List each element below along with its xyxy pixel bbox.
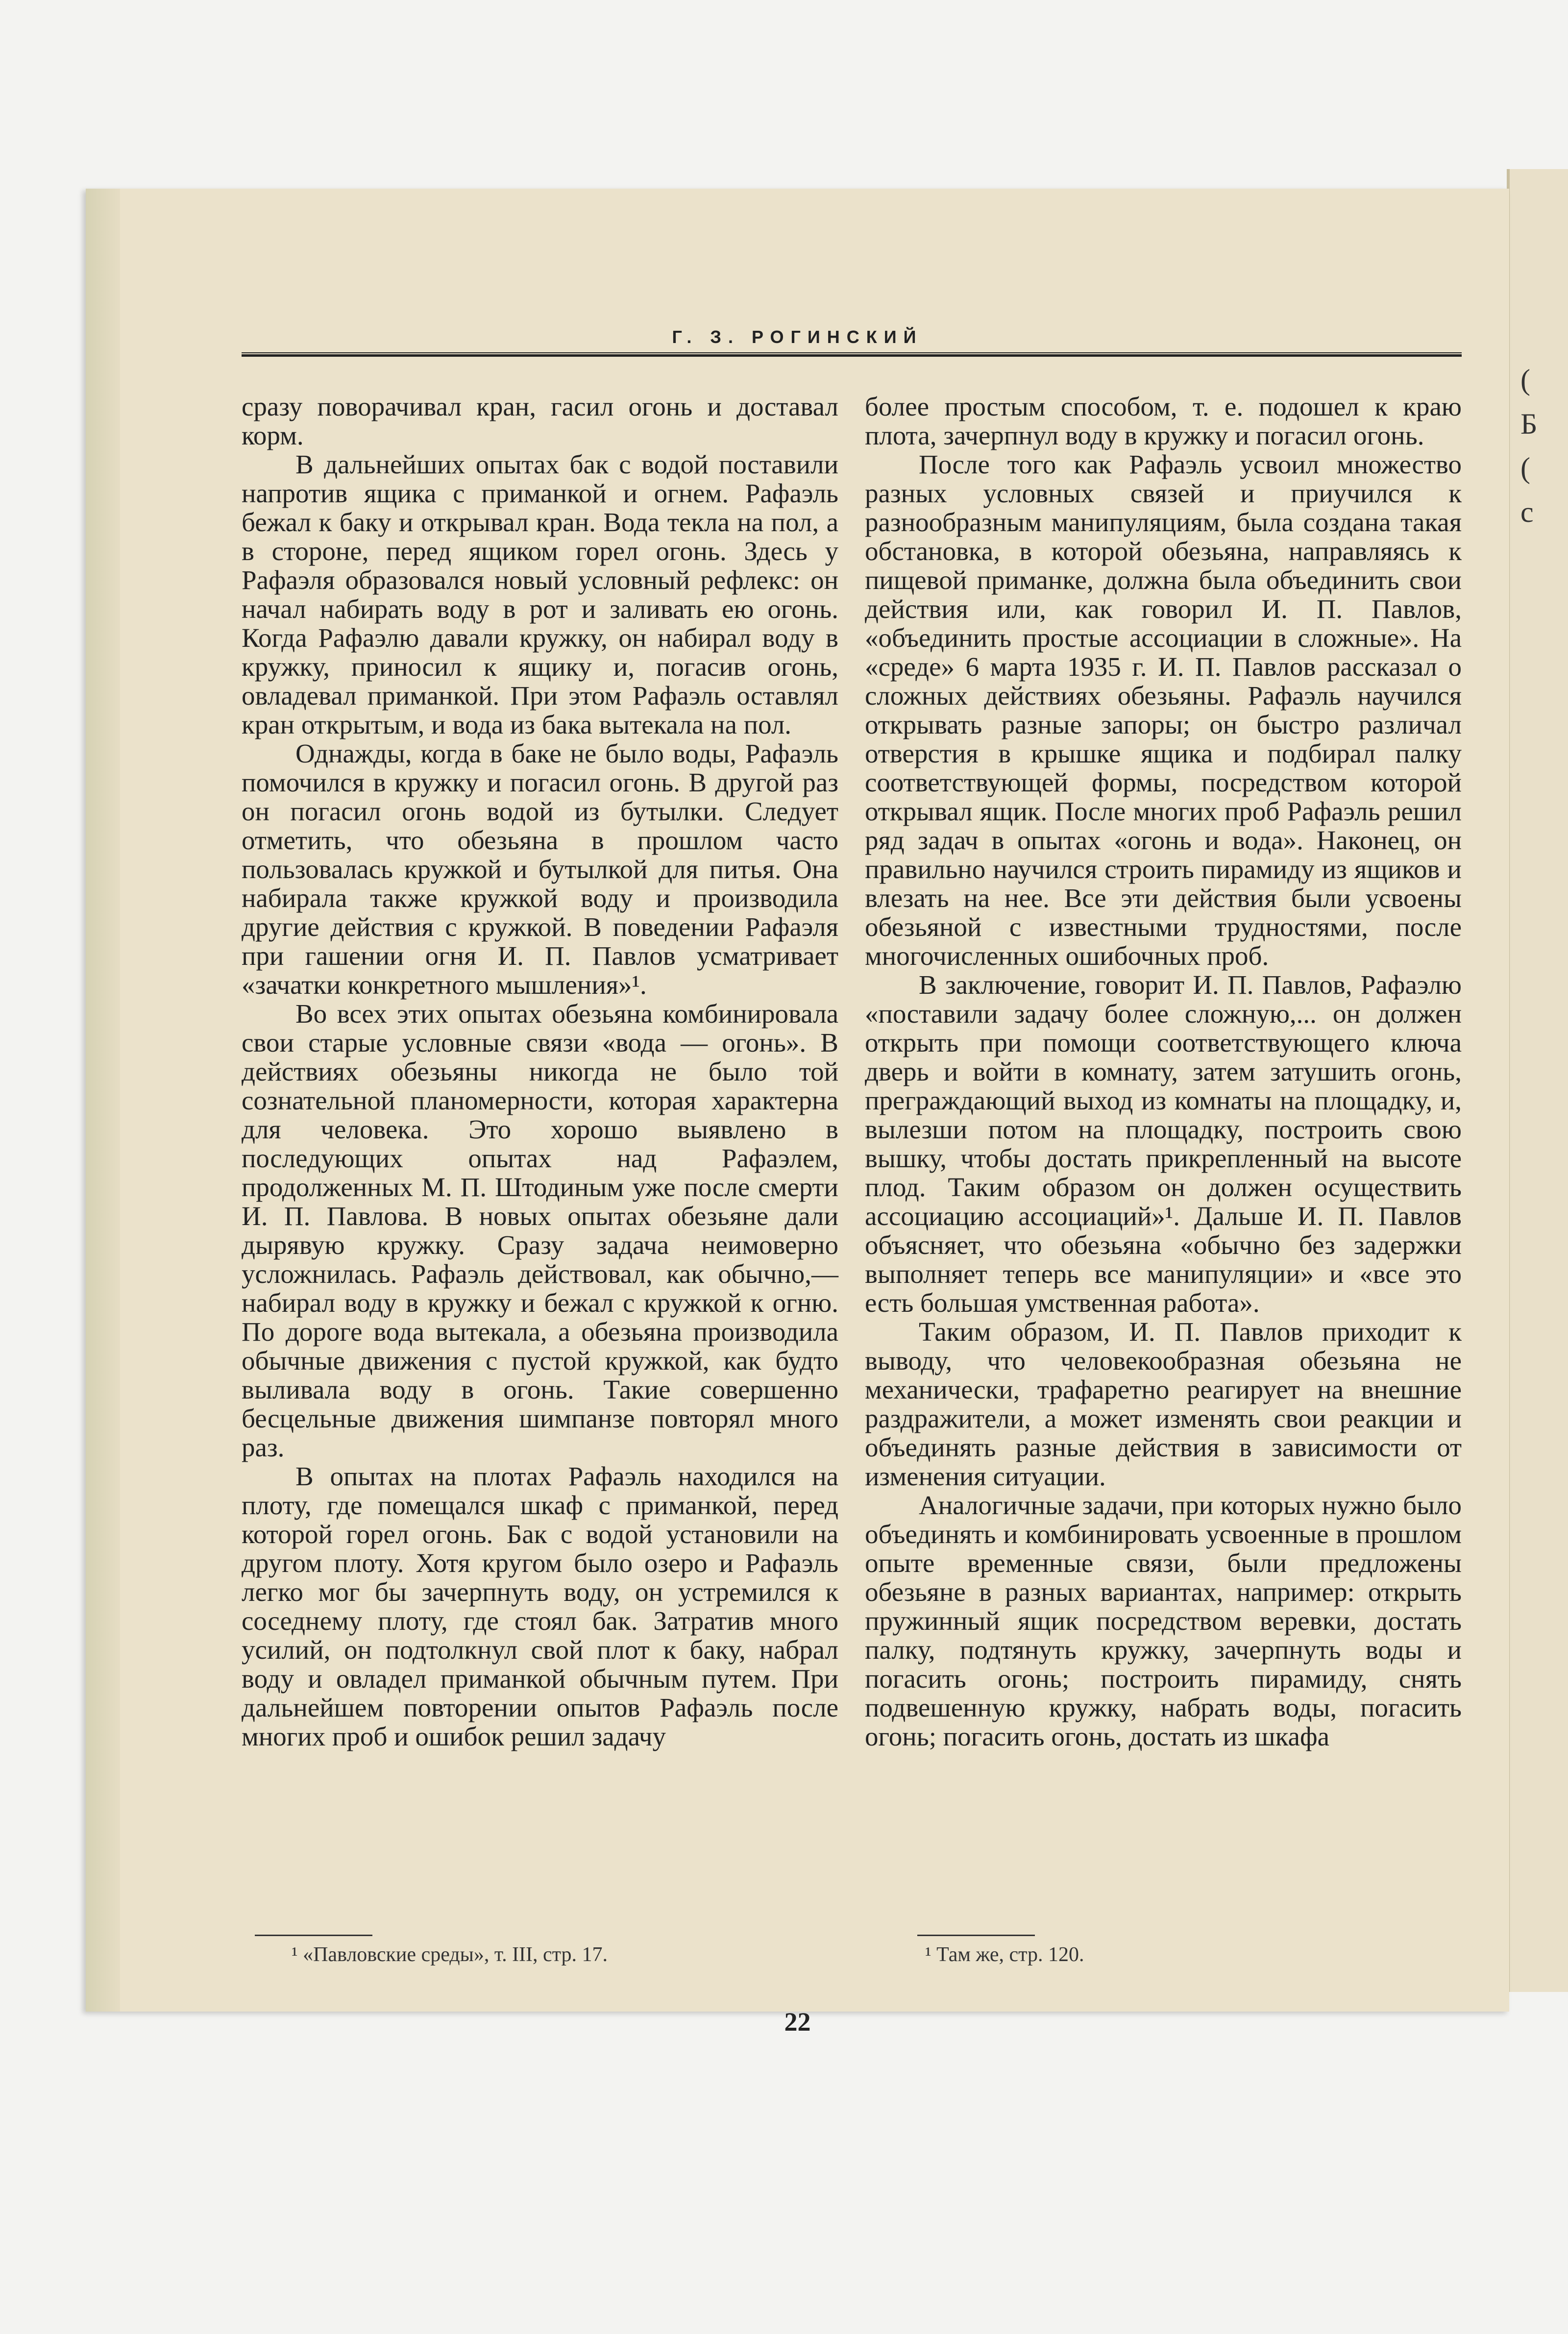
paragraph: сразу поворачивал кран, гасил огонь и доставал корм.: [242, 392, 838, 450]
paragraph: Во всех этих опытах обезьяна комбинировала свои старые условные связи «вода — огонь». В действиях обезьяны никогда не было той сознательной планомерности, которая характерна для человека. Это хорошо выявлено в последующих опытах над Рафаэлем, продолженных М. П. Штодиным уже после смерти И. П. Павлова. В новых опытах обезьяне дали дырявую кружку. Сразу задача неимоверно усложнилась. Рафаэль действовал, как обычно,— набирал воду в кружку и бежал с кружкой к огню. По дороге вода вытекала, а обезьяна производила обычные движения с пустой кружкой, как будто выливала воду в огонь. Такие совершенно бесцельные движения шимпанзе повторял много раз.: [242, 999, 838, 1462]
adjacent-page-fragment: (: [1520, 452, 1530, 484]
header-rule: [242, 352, 1462, 357]
adjacent-page-fragment: Б: [1520, 408, 1538, 440]
page-number: 22: [784, 2007, 811, 2037]
footnote-rule: [917, 1935, 1035, 1936]
footnote-right: ¹ Там же, стр. 120.: [925, 1943, 1084, 1966]
adjacent-page-fragment: с: [1520, 496, 1534, 528]
right-column: [865, 392, 1462, 1751]
footnote-rule: [255, 1935, 372, 1936]
page-spine-shadow: [86, 189, 120, 2012]
adjacent-page-fragment: (: [1520, 364, 1530, 396]
paragraph: В дальнейших опытах бак с водой поставили напротив ящика с приманкой и огнем. Рафаэль бежал к баку и открывал кран. Вода текла на пол, а в стороне, перед ящиком горел огонь. Здесь у Рафаэля образовался новый условный рефлекс: он начал набирать воду в рот и заливать ею огонь. Когда Рафаэлю давали кружку, он набирал воду в кружку, приносил к ящику и, погасив огонь, овладевал приманкой. При этом Рафаэль оставлял кран открытым, и вода из бака вытекала на пол.: [242, 449, 838, 739]
footnote-left: ¹ «Павловские среды», т. III, стр. 17.: [292, 1943, 608, 1966]
left-column: [242, 392, 838, 1751]
adjacent-page-edge: [1507, 169, 1568, 1992]
paragraph: Аналогичные задачи, при которых нужно было объединять и комбинировать усвоенные в прошлом опыте временные связи, были предложены обезьяне в разных вариантах, например: открыть пружинный ящик посредством веревки, достать палку, подтянуть кружку, зачерпнуть воды и погасить огонь; построить пирамиду, снять подвешенную кружку, набрать воды, погасить огонь; погасить огонь, достать из шкафа: [865, 1490, 1462, 1751]
running-head: Г. З. РОГИНСКИЙ: [672, 327, 923, 347]
paragraph: В заключение, говорит И. П. Павлов, Рафаэлю «поставили задачу более сложную,... он должен открыть при помощи соответствующего ключа дверь и войти в комнату, затем затушить огонь, преграждающий выход из комнаты на площадку, и, вылезши потом на площадку, построить свою вышку, чтобы достать прикрепленный на высоте плод. Таким образом он должен осуществить ассоциацию ассоциаций»¹. Дальше И. П. Павлов объясняет, что обезьяна «обычно без задержки выполняет теперь все манипуляции» и «все это есть большая умственная работа».: [865, 970, 1462, 1318]
paragraph: более простым способом, т. е. подошел к краю плота, зачерпнул воду в кружку и погасил огонь.: [865, 392, 1462, 450]
paragraph: В опытах на плотах Рафаэль находился на плоту, где помещался шкаф с приманкой, перед которой горел огонь. Бак с водой установили на другом плоту. Хотя кругом было озеро и Рафаэль легко мог бы зачерпнуть воду, он устремился к соседнему плоту, где стоял бак. Затратив много усилий, он подтолкнул свой плот к баку, набрал воду и овладел приманкой обычным путем. При дальнейшем повторении опытов Рафаэль после многих проб и ошибок решил задачу: [242, 1461, 838, 1751]
book-page: [86, 189, 1509, 2037]
paragraph: После того как Рафаэль усвоил множество разных условных связей и приучился к разнообразным манипуляциям, была создана такая обстановка, в которой обезьяна, направляясь к пищевой приманке, должна была объединить свои действия или, как говорил И. П. Павлов, «объединить простые ассоциации в сложные». На «среде» 6 марта 1935 г. И. П. Павлов рассказал о сложных действиях обезьяны. Рафаэль научился открывать разные запоры; он быстро различал отверстия в крышке ящика и подбирал палку соответствующей формы, посредством которой открывал ящик. После многих проб Рафаэль решил ряд задач в опытах «огонь и вода». Наконец, он правильно научился строить пирамиду из ящиков и влезать на нее. Все эти действия были усвоены обезьяной с известными трудностями, после многочисленных ошибочных проб.: [865, 449, 1462, 971]
paragraph: Таким образом, И. П. Павлов приходит к выводу, что человекообразная обезьяна не механически, трафаретно реагирует на внешние раздражители, а может изменять свои реакции и объединять разные действия в зависимости от изменения ситуации.: [865, 1317, 1462, 1491]
paragraph: Однажды, когда в баке не было воды, Рафаэль помочился в кружку и погасил огонь. В другой раз он погасил огонь водой из бутылки. Следует отметить, что обезьяна в прошлом часто пользовалась кружкой и бутылкой для питья. Она набирала также кружкой воду и производила другие действия с кружкой. В поведении Рафаэля при гашении огня И. П. Павлов усматривает «зачатки конкретного мышления»¹.: [242, 738, 838, 1000]
